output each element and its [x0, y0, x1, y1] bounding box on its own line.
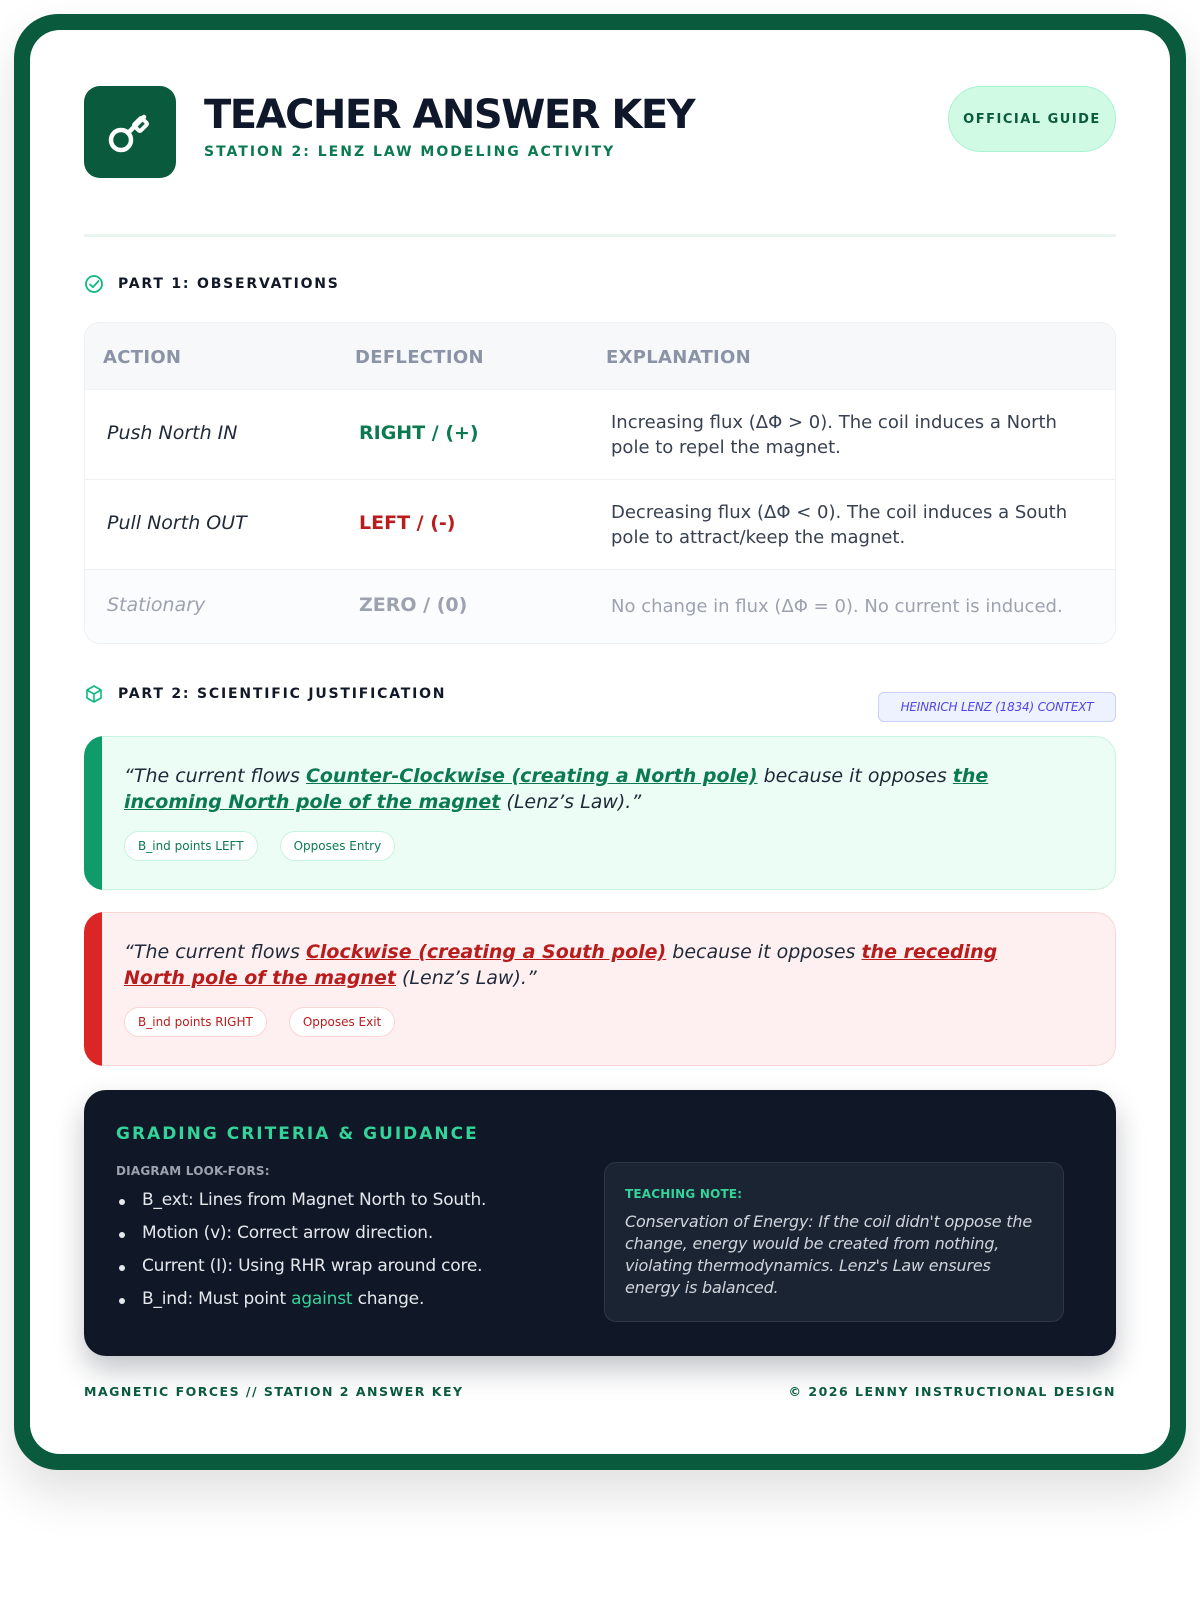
tag-b-ind-right: B_ind points RIGHT	[124, 1007, 267, 1037]
sheet-content	[84, 86, 1116, 1399]
cell-action: Stationary	[107, 594, 206, 616]
official-guide-badge: OFFICIAL GUIDE	[948, 86, 1116, 152]
statement-highlight: Clockwise (creating a South pole)	[305, 941, 667, 963]
grading-criteria-card	[84, 1090, 1116, 1356]
header-divider	[84, 234, 1116, 237]
statement-text	[124, 763, 1064, 815]
table-row	[85, 389, 1115, 479]
statement-part: (Lenz’s Law).”	[395, 967, 537, 989]
page-subtitle: STATION 2: LENZ LAW MODELING ACTIVITY	[204, 144, 616, 160]
cell-explanation: Decreasing flux (ΔΦ < 0). The coil induces a South pole to attract/keep the magnet.	[611, 502, 1068, 548]
logo	[84, 86, 176, 178]
table-row	[85, 569, 1115, 643]
list-item-highlight: against	[291, 1289, 353, 1309]
column-header-explanation: EXPLANATION	[606, 347, 752, 368]
teaching-note-text: Conservation of Energy: If the coil didn't oppose the change, energy would be created from nothing, violating thermodynamics. Lenz's Law ensures energy is balanced.	[625, 1212, 1032, 1297]
statement-part: because it opposes	[666, 941, 862, 963]
tag-opposes-exit: Opposes Exit	[289, 1007, 395, 1037]
footer-copyright: © 2026 LENNY INSTRUCTIONAL DESIGN	[788, 1384, 1116, 1399]
cell-explanation: No change in flux (ΔΦ = 0). No current is induced.	[611, 596, 1063, 617]
cell-action: Push North IN	[107, 422, 238, 444]
tag-b-ind-left: B_ind points LEFT	[124, 831, 258, 861]
statement-highlight: the incoming North pole of the magnet	[124, 765, 989, 813]
cell-deflection: ZERO / (0)	[359, 594, 468, 616]
part1-heading	[84, 274, 340, 294]
list-item-text: change.	[352, 1289, 425, 1309]
accent-bar	[84, 736, 102, 890]
statement-part: “The current flows	[124, 941, 306, 963]
part2-heading	[84, 684, 446, 704]
lookfors-label: DIAGRAM LOOK-FORS:	[116, 1164, 270, 1178]
cell-explanation: Increasing flux (ΔΦ > 0). The coil induces a North pole to repel the magnet.	[611, 412, 1057, 458]
observations-table	[84, 322, 1116, 644]
statement-highlight: Counter-Clockwise (creating a North pole)	[305, 765, 758, 787]
list-item: Current (I): Using RHR wrap around core.	[116, 1256, 486, 1289]
lookfors-list	[116, 1190, 486, 1322]
column-header-action: ACTION	[103, 347, 182, 368]
cube-icon	[84, 684, 104, 704]
statement-card-south	[84, 912, 1116, 1066]
table-header	[85, 323, 1115, 389]
statement-card-north	[84, 736, 1116, 890]
teaching-note	[604, 1162, 1064, 1322]
tag-opposes-entry: Opposes Entry	[280, 831, 396, 861]
lenz-context-tag: HEINRICH LENZ (1834) CONTEXT	[878, 692, 1116, 722]
part2-heading-label: PART 2: SCIENTIFIC JUSTIFICATION	[118, 686, 447, 702]
list-item: B_ext: Lines from Magnet North to South.	[116, 1190, 486, 1223]
cell-deflection: LEFT / (-)	[359, 512, 456, 534]
grading-title: GRADING CRITERIA & GUIDANCE	[116, 1124, 479, 1144]
column-header-deflection: DEFLECTION	[355, 347, 484, 368]
page-title: TEACHER ANSWER KEY	[204, 92, 695, 138]
statement-highlight: the receding North pole of the magnet	[124, 941, 998, 989]
list-item	[116, 1289, 486, 1322]
statement-text	[124, 939, 1064, 991]
key-icon	[104, 106, 156, 158]
part1-heading-label: PART 1: OBSERVATIONS	[118, 276, 340, 292]
accent-bar	[84, 912, 102, 1066]
list-item: Motion (v): Correct arrow direction.	[116, 1223, 486, 1256]
list-item-text: B_ind: Must point	[142, 1289, 292, 1309]
statement-card-body	[102, 736, 1116, 890]
teaching-note-label: TEACHING NOTE:	[625, 1187, 743, 1201]
statement-card-body	[102, 912, 1116, 1066]
check-circle-icon	[84, 274, 104, 294]
cell-action: Pull North OUT	[107, 512, 247, 534]
table-row	[85, 479, 1115, 569]
answer-key-sheet	[30, 30, 1170, 1454]
statement-tags	[124, 831, 395, 861]
cell-deflection: RIGHT / (+)	[359, 422, 479, 444]
statement-part: because it opposes	[757, 765, 953, 787]
header	[84, 86, 1116, 206]
footer-title: MAGNETIC FORCES // STATION 2 ANSWER KEY	[84, 1384, 464, 1399]
statement-tags	[124, 1007, 395, 1037]
statement-part: “The current flows	[124, 765, 306, 787]
statement-part: (Lenz’s Law).”	[500, 791, 642, 813]
